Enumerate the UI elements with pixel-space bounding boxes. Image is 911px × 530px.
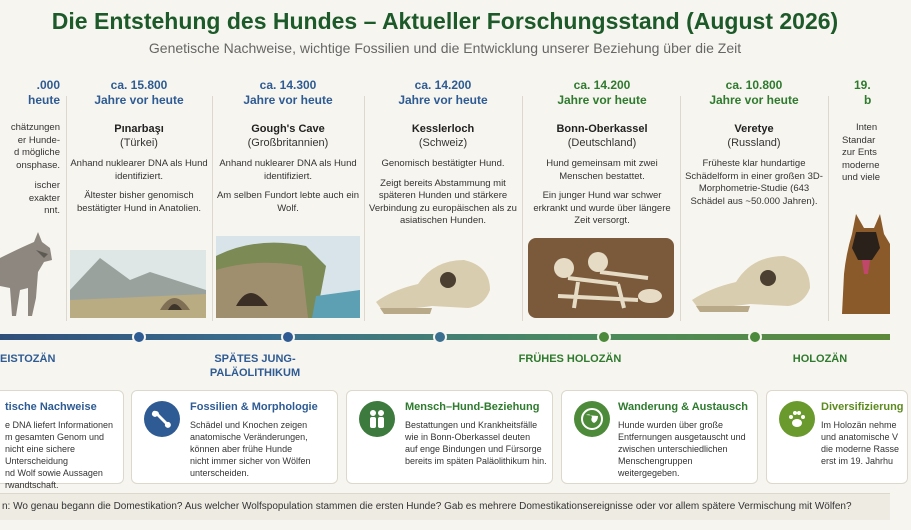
card-description: Hunde wurden über große Entfernungen ausgetauscht und zwischen unterschiedlichen Menschengruppen weitergegeben. (618, 420, 746, 478)
dog-skull-illustration (688, 246, 814, 316)
card-title: tische Nachweise (5, 401, 97, 413)
column-date: ca. 14.300 (259, 78, 317, 92)
landscape-illustration (70, 250, 206, 318)
german-shepherd-illustration (842, 214, 890, 314)
globe-icon (574, 401, 610, 437)
column-date: 19. (854, 78, 871, 92)
timeline-node[interactable] (132, 330, 146, 344)
card-description: Im Holozän nehme und anatomische V die moderne Rasse erst im 19. Jahrhu (821, 420, 900, 466)
cave-coast-illustration (216, 236, 360, 318)
column-description: Früheste klar hundartige Schädelform in einer großen 3D-Morphometrie-Studie (643 Schädel aus ~50.000 Jahren). (685, 158, 823, 207)
era-label: FRÜHES HOLOZÄN (518, 353, 622, 365)
open-questions-text: n: Wo genau begann die Domestikation? Aus welcher Wolfspopulation stammen die ersten Hunde? Gab es mehrere Domestikationsereignisse oder vor allem spätere Vermischung mit Wölfen? (2, 501, 852, 512)
timeline-node[interactable] (433, 330, 447, 344)
column-date: ca. 14.200 (573, 78, 631, 92)
card-description: e DNA liefert Informationen m gesamten Genom und nicht eine sichere Unterscheidung nd Wolf sowie Aussagen rwandtschaft. (5, 420, 114, 490)
card-description: Bestattungen und Krankheitsfälle wie in Bonn-Oberkassel deuten auf enge Bindungen und Fürsorge bereits im späten Paläolithikum hin. (405, 420, 547, 466)
column-date-suffix: Jahre vor heute (557, 93, 647, 107)
card-title: Diversifizierung (821, 401, 904, 413)
card-title: Wanderung & Austausch (618, 401, 748, 413)
card-title: Mensch–Hund-Beziehung (405, 401, 540, 413)
column-date-suffix: heute (27, 93, 60, 107)
card-title: Fossilien & Morphologie (190, 401, 318, 413)
card-description: Schädel und Knochen zeigen anatomische Veränderungen, können aber frühe Hunde nicht immer sicher von Wölfen unterscheiden. (190, 420, 311, 478)
timeline-node[interactable] (281, 330, 295, 344)
page-subtitle: Genetische Nachweise, wichtige Fossilien und die Entwicklung unserer Beziehung über die Zeit (148, 40, 742, 56)
column-date: .000 (36, 78, 60, 92)
site-name: Bonn-Oberkassel (556, 123, 648, 135)
dog-skull-illustration (372, 250, 494, 316)
open-questions-bar (0, 493, 890, 520)
column-description: Anhand nuklearer DNA als Hund identifiziert. Am selben Fundort lebte auch ein Wolf. (216, 158, 360, 214)
timeline-node[interactable] (748, 330, 762, 344)
site-name: Kesslerloch (411, 123, 475, 135)
site-country: (Deutschland) (567, 137, 637, 149)
info-card-diversification (766, 390, 908, 484)
page-title: Die Entstehung des Hundes – Aktueller Forschungsstand (August 2026) (51, 8, 839, 34)
timeline-node[interactable] (597, 330, 611, 344)
column-description: Genomisch bestätigter Hund. Zeigt bereits Abstammung mit späteren Hunden und stärkere Verbindung zu europäischen als zu asiatischen Hunden. (369, 158, 517, 226)
site-country: (Türkei) (120, 137, 158, 149)
burial-illustration (528, 238, 674, 318)
site-country: (Russland) (727, 137, 781, 149)
wolf-illustration (0, 228, 54, 320)
site-country: (Schweiz) (418, 137, 468, 149)
column-date: ca. 10.800 (725, 78, 783, 92)
site-name: Veretye (734, 123, 774, 135)
column-description: chätzungen er Hunde- d mögliche onsphase. ischer exakter nnt. (10, 122, 60, 216)
people-icon (359, 401, 395, 437)
column-description: Hund gemeinsam mit zwei Menschen bestattet. Ein junger Hund war schwer erkrankt und wurde über längere Zeit versorgt. (533, 158, 671, 226)
info-card-fossils (131, 390, 338, 484)
era-label: SPÄTES JUNG- PALÄOLITHIKUM (209, 353, 301, 379)
column-date: ca. 14.200 (414, 78, 472, 92)
site-country: (Großbritannien) (247, 137, 329, 149)
column-description: Anhand nuklearer DNA als Hund identifiziert. Ältester bisher genomisch bestätigter Hund in Anatolien. (70, 158, 208, 214)
site-name: Pınarbaşı (114, 123, 164, 135)
column-date: ca. 15.800 (110, 78, 168, 92)
paw-icon (779, 401, 815, 437)
site-name: Gough's Cave (251, 123, 325, 135)
bone-icon (144, 401, 180, 437)
column-date-suffix: Jahre vor heute (709, 93, 799, 107)
column-date-suffix: Jahre vor heute (94, 93, 184, 107)
info-card-human-dog (346, 390, 553, 484)
era-label: EISTOZÄN (0, 353, 56, 365)
era-label: HOLOZÄN (792, 353, 848, 365)
column-date-suffix: b (864, 93, 872, 107)
column-date-suffix: Jahre vor heute (398, 93, 488, 107)
column-date-suffix: Jahre vor heute (243, 93, 333, 107)
column-description: Inten Standar zur Ents moderne und viele (842, 122, 881, 183)
info-card-migration (561, 390, 758, 484)
info-card-genetics (0, 390, 124, 490)
